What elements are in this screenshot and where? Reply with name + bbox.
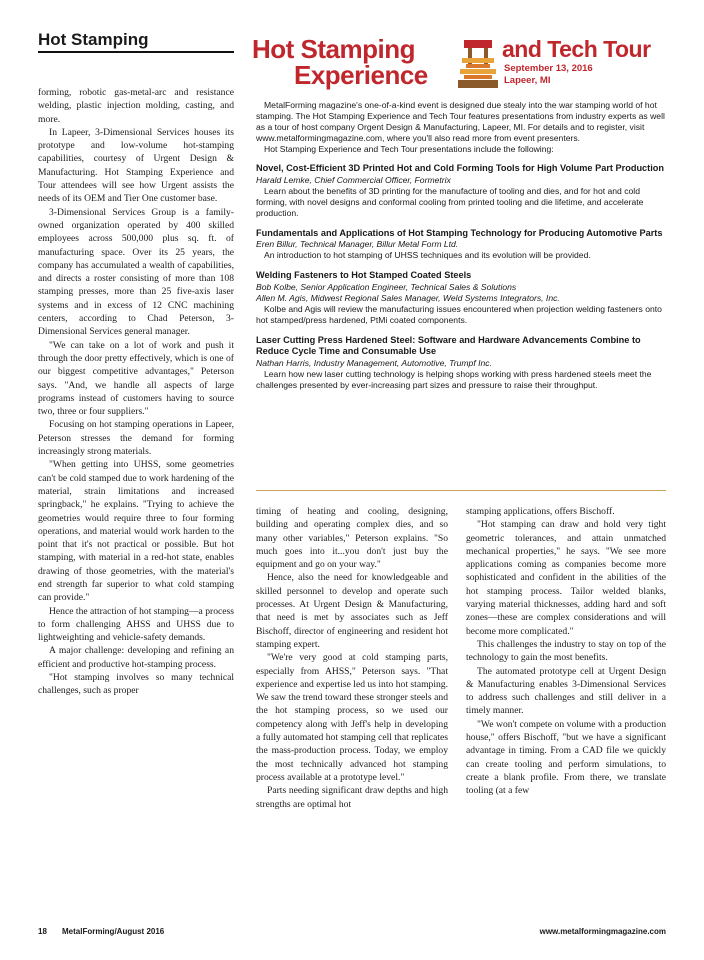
talk-speaker: Bob Kolbe, Senior Application Engineer, Technical Sales & Solutions Allen M. Agis, Midwest Regional Sales Manager, Weld Systems Integrators, Inc. xyxy=(256,281,560,303)
banner-title-line2: Experience xyxy=(294,60,428,90)
website-url: www.metalformingmagazine.com xyxy=(539,927,666,936)
talk-item xyxy=(256,163,666,219)
publication-name: MetalForming/August 2016 xyxy=(62,927,165,936)
event-banner xyxy=(252,34,668,96)
article-paragraph: The automated prototype cell at Urgent Design & Manufacturing enables 3-Dimensional Services to address such challenges and still deliver in a timely manner. xyxy=(466,665,666,717)
article-paragraph: Hence the attraction of hot stamping—a process to form challenging AHSS and UHSS due to lightweighting and vehicle-safety demands. xyxy=(38,605,234,644)
event-divider xyxy=(256,490,666,491)
talk-item xyxy=(256,270,666,326)
talk-description: Learn how new laser cutting technology is helping shops working with press hardened steels meet the challenges presented by ever-increasing part sizes and pressure to raise their throughput. xyxy=(256,368,652,390)
article-column-2 xyxy=(256,505,448,920)
article-paragraph: Focusing on hot stamping operations in Lapeer, Peterson stresses the demand for forming increasingly strong materials. xyxy=(38,419,234,458)
talk-speaker: Nathan Harris, Industry Management, Automotive, Trumpf Inc. xyxy=(256,357,492,368)
article-paragraph: Hence, also the need for knowledgeable and skilled personnel to develop and operate such processes. At Urgent Design & Manufacturing, that need is met by associates such as Jeff Bischoff, director of engineering and resident hot stamping expert. xyxy=(256,572,448,650)
article-paragraph: In Lapeer, 3-Dimensional Services houses its prototype and low-volume hot-stamping capabilities, courtesy of Urgent Design & Manufacturing. Hot Stamping Experience and Tour attendees will see how Urgent assists the needs of its OEM and Tier One customer base. xyxy=(38,126,234,205)
article-paragraph: timing of heating and cooling, designing, building and operating complex dies, and so many other variables," Peterson explains. "So much goes into it...you don't just buy the equipment and go on your way." xyxy=(256,506,448,571)
talk-title: Novel, Cost-Efficient 3D Printed Hot and Cold Forming Tools for High Volume Part Production xyxy=(256,163,664,173)
article-paragraph: "We're very good at cold stamping parts, especially from AHSS," Peterson says. "That experience and expertise led us into hot stamping. We saw the trend toward these stronger steels and the hot stamping process, so we used our competency along with Jeff's help in developing a fully automated hot stamping cell that replicates the mass-production process. Today, we employ the most technically advanced hot stamping process available at a prototype level." xyxy=(256,652,448,783)
talk-title: Fundamentals and Applications of Hot Stamping Technology for Producing Automotive Parts xyxy=(256,227,663,238)
article-paragraph: "When getting into UHSS, some geometries can't be cold stamped due to work hardening of the material, strain limitations and increased springback," he explains. "Trying to achieve the geometries would require three to four forming operations, and material would work harden to the point that it's not practical or possible. But hot stamping, with material in a red-hot state, enables drawing of those geometries, with the material's end strength far superior to what cold stamping can provide." xyxy=(38,459,234,604)
banner-location: Lapeer, MI xyxy=(504,75,551,86)
article-paragraph: "We can take on a lot of work and push it through the door pretty effectively, which is one of our biggest competitive advantages," Peterson says. "And, we handle all aspects of large programs instead of customers having to source two, three or four suppliers." xyxy=(38,339,234,418)
talk-item xyxy=(256,335,666,391)
banner-title-line1: Hot Stamping xyxy=(252,34,415,64)
event-box xyxy=(256,100,666,400)
talk-description: An introduction to hot stamping of UHSS techniques and its evolution will be provided. xyxy=(264,250,591,260)
article-column-1 xyxy=(38,86,234,918)
talk-list xyxy=(256,163,666,391)
section-tag: Hot Stamping xyxy=(38,30,234,53)
banner-date: September 13, 2016 xyxy=(504,63,593,74)
talk-title: Laser Cutting Press Hardened Steel: Software and Hardware Advancements Combine to Reduce Cycle Time and Consumable Use xyxy=(256,334,641,356)
talk-speaker: Eren Billur, Technical Manager, Billur Metal Form Ltd. xyxy=(256,239,459,249)
talk-description: Learn about the benefits of 3D printing for the manufacture of tooling and dies, and for hot and cold forming, with novel designs and conformal cooling from printed tooling and die lifetime, and accelerate production. xyxy=(256,185,644,218)
page-number: 18 xyxy=(38,927,47,936)
talk-item xyxy=(256,228,666,262)
article-paragraph: stamping applications, offers Bischoff. xyxy=(466,506,615,517)
article-paragraph: This challenges the industry to stay on top of the technology to gain the most benefits. xyxy=(466,638,666,664)
talk-speaker: Harald Lemke, Chief Commercial Officer, Formetrix xyxy=(256,174,451,185)
banner-title-right: and Tech Tour xyxy=(502,36,651,62)
article-paragraph: A major challenge: developing and refining an efficient and productive hot-stamping process. xyxy=(38,645,234,670)
article-paragraph: "Hot stamping involves so many technical challenges, such as proper xyxy=(38,672,234,697)
event-intro: MetalForming magazine's one-of-a-kind event is designed due stealy into the war stamping world of hot stamping. The Hot Stamping Experience and Tech Tour features presentations from industry experts as well as a tour of host company Orgent Design & Manufacturing, Lapeer, MI. For details and to register, visit www.metalformingmagazine.com, where you'll also read more from event presenters. xyxy=(256,100,665,143)
article-paragraph: 3-Dimensional Services Group is a family-owned organization operated by 400 skilled employees across 500,000 plus sq. ft. of manufacturing space. Over its 25 years, the company has accumulated a wealth of capabilities, and directs a roster consisting of more than 108 stamping presses, more than 25 five-axis laser systems and in excess of 12 CNC machining centers, according to Chad Peterson, 3-Dimensional Services general manager. xyxy=(38,206,234,338)
article-column-3 xyxy=(466,505,666,920)
article-paragraph: "Hot stamping can draw and hold very tight geometric tolerances, and attain unmatched mechanical properties," he says. "We see more applications coming as companies become more sophisticated and confident in the abilities of the hot stamping process. Tailor welded blanks, varying material thicknesses, adding hard and soft zones—these are complex considerations and will become more complicated." xyxy=(466,519,666,637)
talk-description: Kolbe and Agis will review the manufacturing issues encountered when projection welding fasteners onto hot stamped/press hardened, PtMi coated components. xyxy=(256,303,662,325)
event-intro-2: Hot Stamping Experience and Tech Tour presentations include the following: xyxy=(264,144,554,154)
article-paragraph: forming, robotic gas-metal-arc and resistance welding, plastic injection molding, casting, and more. xyxy=(38,87,234,125)
press-icon xyxy=(458,38,498,90)
article-paragraph: Parts needing significant draw depths and high strengths are optimal hot xyxy=(256,785,448,810)
talk-title: Welding Fasteners to Hot Stamped Coated Steels xyxy=(256,270,472,280)
article-paragraph: "We won't compete on volume with a production house," offers Bischoff, "but we have a significant advantage in timing. From a CAD file we quickly can create tooling and perform simulations, to create a blank profile. From there, we translate tooling (at a few xyxy=(466,718,666,797)
